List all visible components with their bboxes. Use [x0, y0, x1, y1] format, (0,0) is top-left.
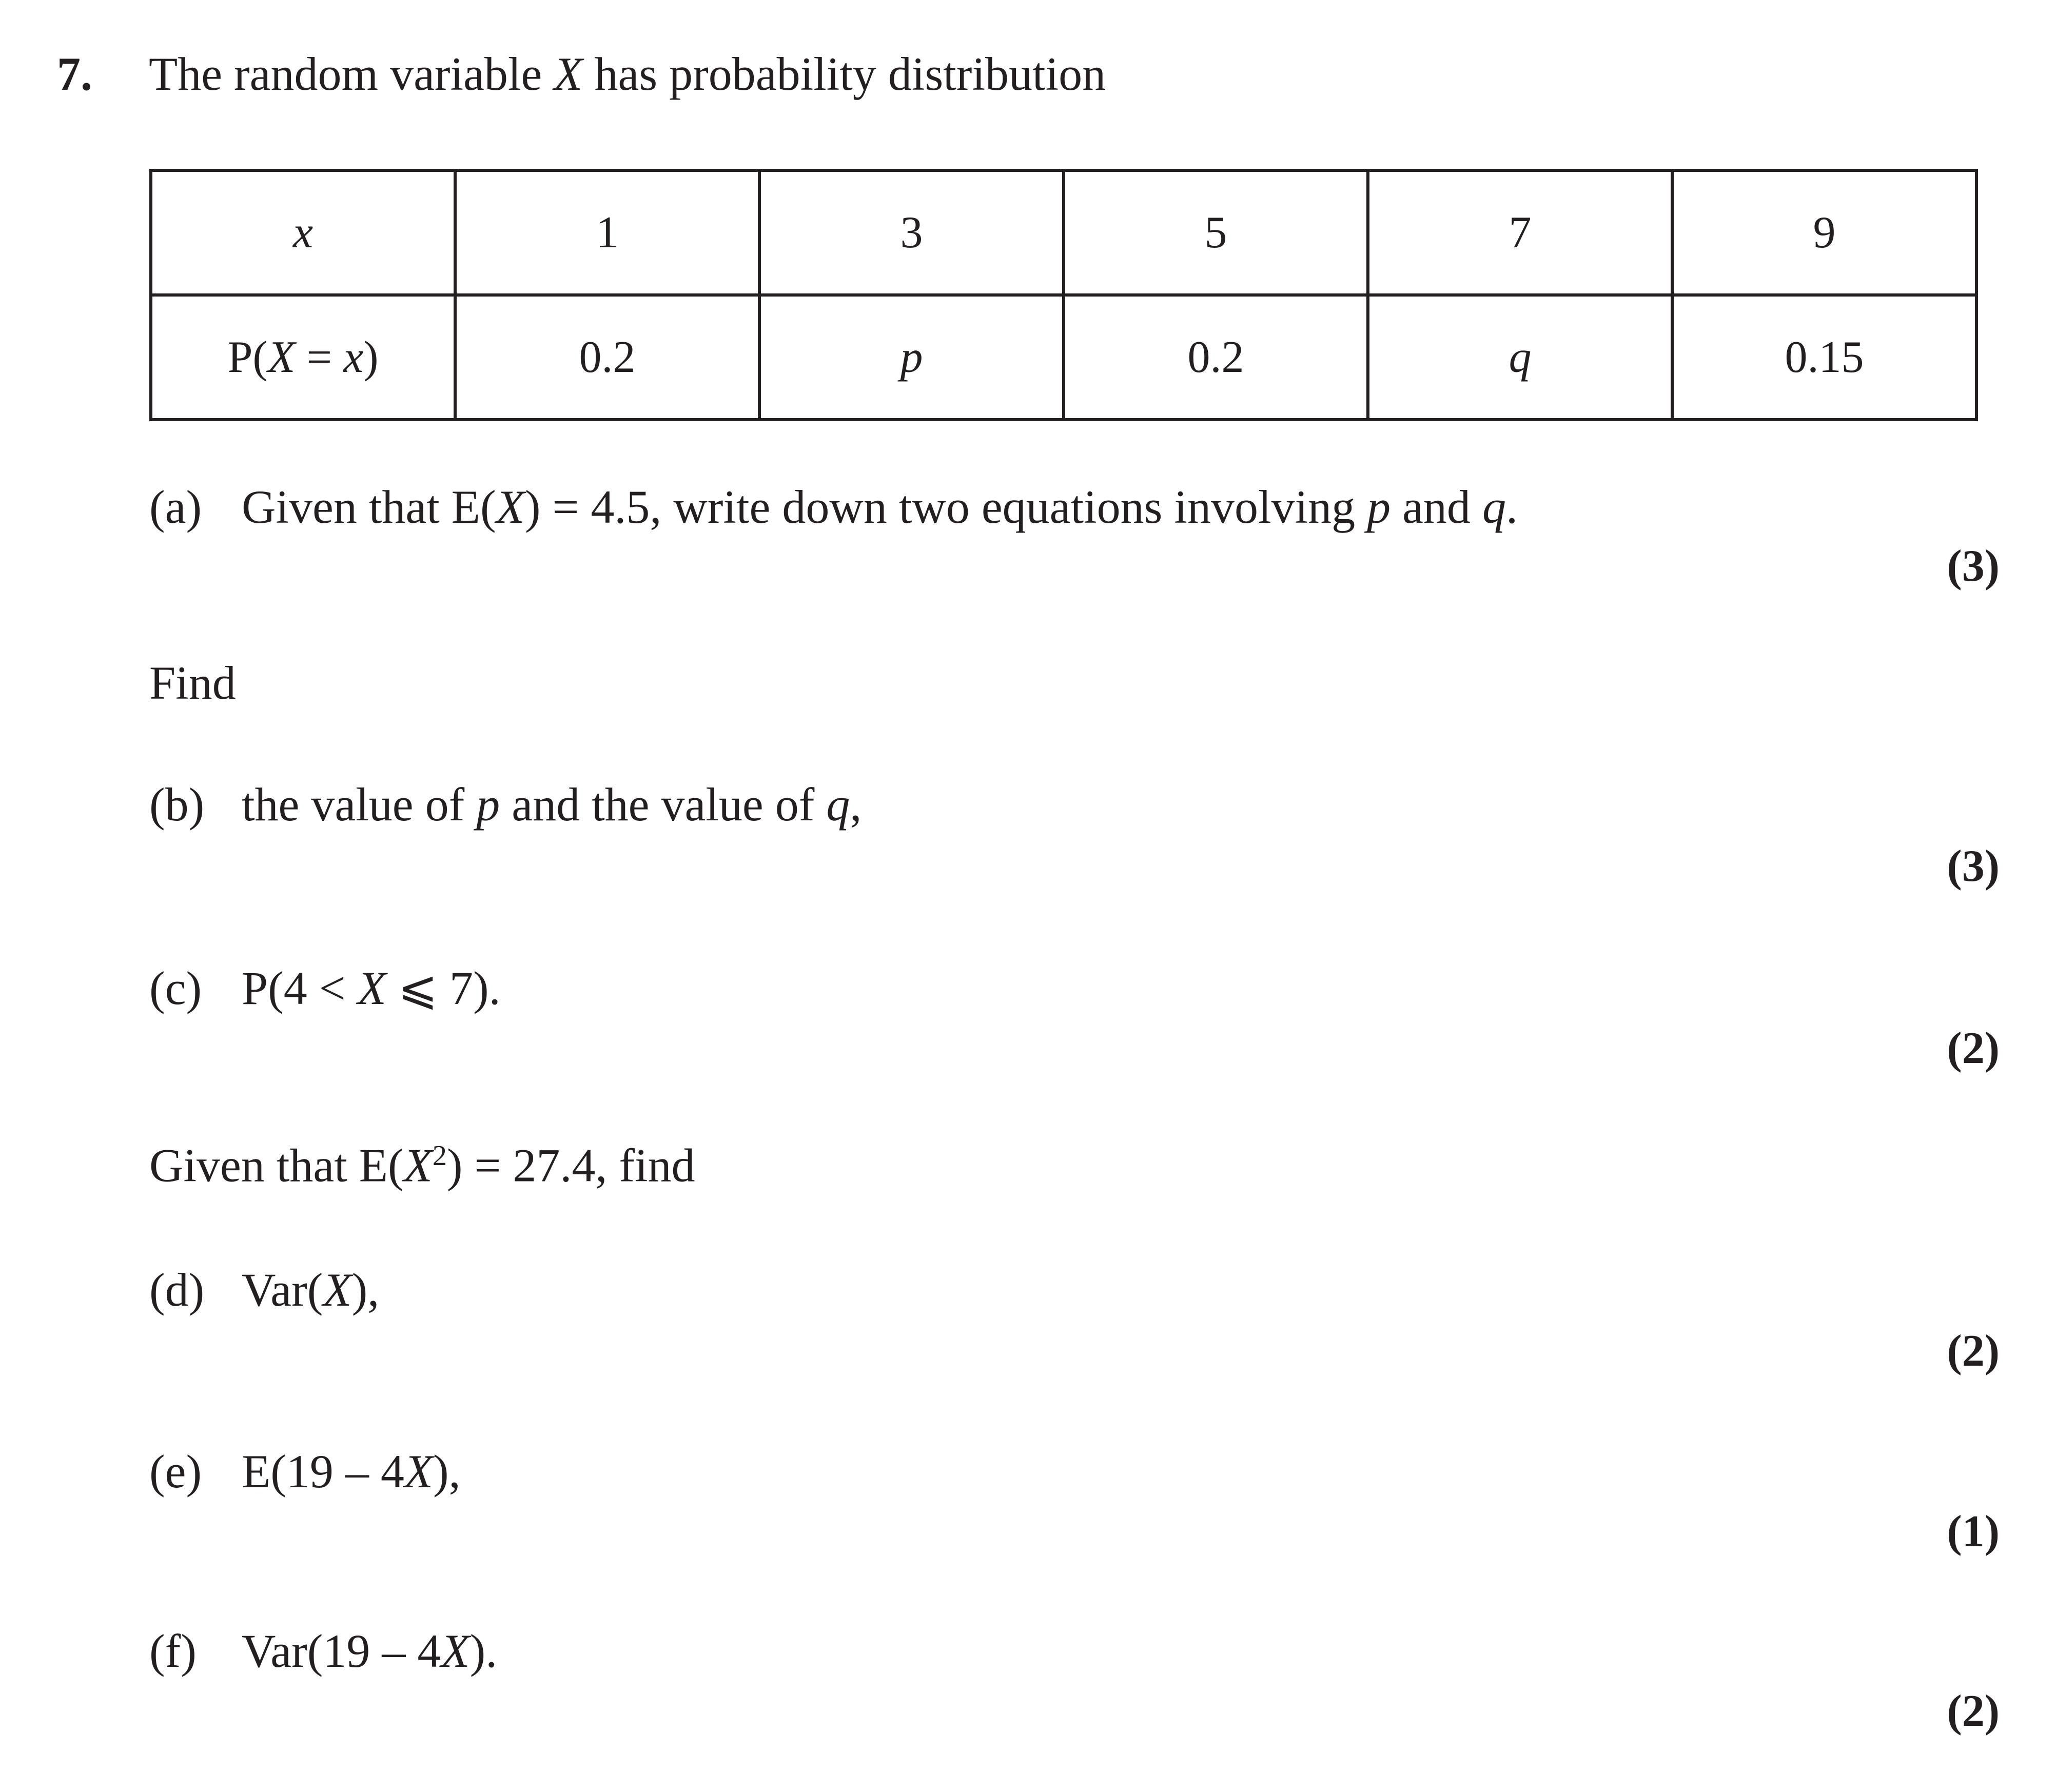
prob-label-text: P(	[227, 332, 268, 382]
part-f-text: Var(19 – 4	[242, 1625, 441, 1677]
table-cell-x: 3	[759, 170, 1064, 295]
part-b-text: ,	[850, 778, 862, 831]
part-c-label: (c)	[149, 962, 202, 1014]
part-e-marks: (1)	[1947, 1507, 2000, 1557]
part-e-var: X	[404, 1445, 434, 1498]
part-f	[149, 1627, 497, 1675]
part-b-text: and the value of	[500, 778, 827, 831]
table-row-x	[151, 170, 1976, 295]
probability-distribution-table	[149, 169, 1978, 421]
part-c-text: P(4 <	[242, 962, 358, 1014]
table-cell-x: 7	[1368, 170, 1672, 295]
part-a-text: Given that E(	[242, 481, 496, 533]
part-a-marks: (3)	[1947, 541, 2000, 591]
part-c-text: ⩽ 7).	[386, 962, 501, 1014]
part-f-marks: (2)	[1947, 1686, 2000, 1736]
part-b-text: the value of	[242, 778, 477, 831]
part-b-marks: (3)	[1947, 841, 2000, 891]
part-e-text: E(19 – 4	[242, 1445, 404, 1498]
part-f-label: (f)	[149, 1625, 197, 1677]
part-c-marks: (2)	[1947, 1023, 2000, 1073]
table-cell-probability: 0.2	[455, 295, 759, 420]
table-cell-probability: 0.2	[1064, 295, 1368, 420]
part-d-text: ),	[351, 1264, 380, 1316]
given-statement	[149, 1139, 695, 1192]
table-cell-x: 5	[1064, 170, 1368, 295]
part-d-text: Var(	[242, 1264, 323, 1316]
question-stem	[149, 48, 1106, 100]
table-cell-probability: 0.15	[1672, 295, 1976, 420]
table-cell-x: 1	[455, 170, 759, 295]
given-var: X	[403, 1139, 433, 1192]
part-a-var: X	[496, 481, 525, 533]
prob-label-text: )	[363, 332, 379, 382]
table-header-x: x	[151, 170, 455, 295]
part-b-label: (b)	[149, 778, 205, 831]
part-a-label: (a)	[149, 481, 202, 533]
given-exponent: 2	[432, 1140, 447, 1172]
stem-text: The random variable	[149, 48, 554, 100]
part-c	[149, 964, 501, 1012]
part-f-text: ).	[469, 1625, 498, 1677]
part-d-var: X	[323, 1264, 352, 1316]
part-a-var: q	[1482, 481, 1506, 533]
stem-text-end: has probability distribution	[582, 48, 1106, 100]
question-number: 7.	[57, 48, 92, 100]
part-a-var: p	[1367, 481, 1391, 533]
prob-label-text: =	[295, 332, 344, 382]
prob-label-x: x	[343, 332, 364, 382]
table-cell-probability: p	[759, 295, 1064, 420]
table-cell-probability: q	[1368, 295, 1672, 420]
part-b-var: q	[826, 778, 850, 831]
part-f-var: X	[441, 1625, 470, 1677]
part-a-text: ) = 4.5, write down two equations involving	[524, 481, 1367, 533]
table-row-probability	[151, 295, 1976, 420]
part-a	[149, 481, 1518, 533]
part-b	[149, 778, 862, 831]
part-d-marks: (2)	[1947, 1326, 2000, 1376]
given-text: Given that E(	[149, 1139, 404, 1192]
table-header-probability	[151, 295, 455, 420]
prob-label-var: X	[267, 332, 296, 382]
part-b-var: p	[476, 778, 500, 831]
part-a-text: .	[1505, 481, 1518, 533]
part-e	[149, 1445, 461, 1498]
stem-variable: X	[554, 48, 583, 100]
part-e-text: ),	[433, 1445, 461, 1498]
part-a-text: and	[1391, 481, 1482, 533]
part-d	[149, 1264, 380, 1316]
part-c-var: X	[357, 962, 386, 1014]
part-e-label: (e)	[149, 1445, 202, 1498]
given-text: ) = 27.4, find	[446, 1139, 695, 1192]
find-label: Find	[149, 657, 236, 709]
part-d-label: (d)	[149, 1264, 205, 1316]
table-cell-x: 9	[1672, 170, 1976, 295]
